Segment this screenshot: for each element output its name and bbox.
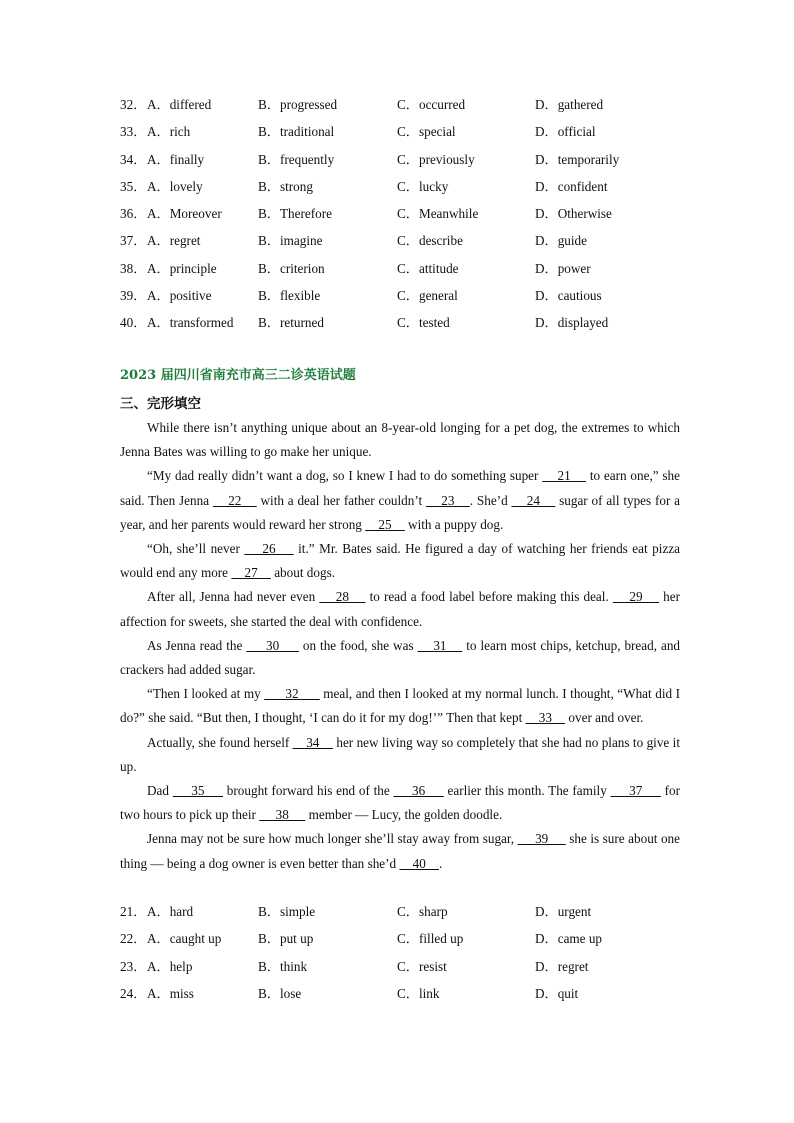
option-row-37 [120, 227, 720, 254]
blank-34: 34 [292, 734, 333, 750]
choice-b: B．traditional [258, 124, 335, 140]
choice-c: C．link [397, 985, 440, 1001]
choice-d: D．temporarily [535, 151, 620, 167]
choice-a: A．help [147, 958, 193, 974]
choice-d: D．quit [535, 985, 579, 1001]
choice-a: A．caught up [147, 931, 222, 947]
choice-b: B．Therefore [258, 206, 332, 222]
text: meal, and then I looked at my normal lunch. I thought, “What did I do?” she said. “But then, I thought, ‘I can do it for my dog!’” Then that kept [120, 686, 680, 726]
choice-c: C．previously [397, 151, 475, 167]
choice-a: A．rich [147, 124, 191, 140]
option-row-40 [120, 309, 720, 336]
question-number: 35． [120, 178, 147, 194]
section-subhead: 三、完形填空 [120, 396, 201, 412]
question-number: 40． [120, 315, 147, 331]
choice-d: D．cautious [535, 288, 602, 304]
blank-28: 28 [319, 589, 366, 605]
text: on the food, she was [298, 637, 418, 653]
blank-37: 37 [610, 783, 661, 799]
option-row-33 [120, 118, 720, 145]
choice-b: B．think [258, 958, 308, 974]
choice-b: B．lose [258, 985, 302, 1001]
choice-d: D．power [535, 260, 591, 276]
choice-d: D．came up [535, 931, 603, 947]
text: for two hours to pick up their [120, 783, 680, 823]
choice-b: B．progressed [258, 97, 338, 112]
choice-a: A．transformed [147, 315, 234, 331]
choice-c: C．attitude [397, 260, 459, 276]
blank-30: 30 [246, 637, 299, 653]
choice-b: B．imagine [258, 233, 323, 249]
question-number: 32． [120, 97, 147, 112]
choice-d: D．Otherwise [535, 206, 612, 222]
text: “Oh, she’ll never [147, 541, 245, 557]
text: with a deal her father couldn’t [256, 492, 427, 508]
option-row-35 [120, 173, 720, 200]
text: earlier this month. The family [443, 783, 611, 799]
text: to learn most chips, ketchup, bread, and crackers had added sugar. [120, 637, 681, 678]
blank-40: 40 [399, 855, 439, 871]
choice-c: C．describe [397, 233, 463, 249]
choice-c: C．general [397, 288, 458, 304]
blank-38: 38 [259, 807, 306, 823]
paragraph-9 [120, 827, 680, 875]
choice-b: B．simple [258, 904, 316, 919]
section-title: 2023 届四川省南充市高三二诊英语试题 [120, 368, 356, 383]
text: Actually, she found herself [147, 734, 293, 750]
paragraph-2 [120, 464, 680, 537]
question-number: 23． [120, 958, 147, 974]
blank-39: 39 [517, 831, 566, 847]
choice-a: A．hard [147, 904, 194, 919]
choice-a: A．differed [147, 97, 212, 112]
text: After all, Jenna had never even [147, 589, 320, 605]
text: member — Lucy, the golden doodle. [305, 807, 503, 823]
text: . [439, 855, 443, 871]
paragraph-6 [120, 682, 680, 730]
paragraph-8 [120, 779, 680, 827]
blank-26: 26 [244, 541, 294, 557]
blank-22: 22 [212, 492, 257, 508]
text: about dogs. [270, 565, 336, 581]
choice-d: D．official [535, 124, 596, 140]
text: sugar of all types for a year, and her parents would reward her strong [120, 492, 681, 532]
text: to read a food label before making this deal. [365, 589, 613, 605]
text: it.” Mr. Bates said. He figured a day of watching her friends eat pizza would end any more [120, 541, 681, 581]
text: to earn one,” she said. Then Jenna [120, 468, 680, 508]
question-number: 36． [120, 206, 147, 222]
choice-d: D．guide [535, 233, 588, 249]
text: brought forward his end of the [223, 783, 394, 799]
choice-c: C．special [397, 124, 456, 140]
choice-c: C．resist [397, 958, 447, 974]
question-number: 24． [120, 985, 147, 1001]
options-list-top [120, 91, 720, 337]
question-number: 34． [120, 151, 147, 167]
choice-d: D．gathered [535, 97, 604, 112]
question-number: 37． [120, 233, 147, 249]
paragraph-4 [120, 585, 680, 633]
choice-b: B．put up [258, 931, 314, 947]
blank-35: 35 [172, 783, 224, 799]
paragraph-1: While there isn’t anything unique about an 8-year-old longing for a pet dog, the extremes to which Jenna Bates was willing to go make her unique. [120, 420, 680, 460]
option-row-23 [120, 953, 720, 980]
text: her affection for sweets, she started the deal with confidence. [120, 589, 681, 629]
paragraph-7 [120, 731, 680, 779]
question-number: 33． [120, 124, 147, 140]
option-row-36 [120, 200, 720, 227]
choice-d: D．confident [535, 178, 608, 194]
choice-c: C．occurred [397, 97, 466, 112]
blank-36: 36 [393, 783, 444, 799]
choice-b: B．criterion [258, 260, 325, 276]
text: “Then I looked at my [147, 686, 265, 702]
choice-a: A．principle [147, 260, 217, 276]
choice-a: A．Moreover [147, 206, 222, 222]
choice-d: D．urgent [535, 904, 592, 919]
text: Dad [147, 783, 173, 799]
text: . She’d [469, 492, 512, 508]
option-row-34 [120, 146, 720, 173]
choice-c: C．tested [397, 315, 450, 331]
blank-33: 33 [525, 710, 566, 726]
option-row-39 [120, 282, 720, 309]
choice-a: A．regret [147, 233, 201, 249]
blank-21: 21 [542, 468, 586, 484]
question-number: 39． [120, 288, 147, 304]
choice-c: C．filled up [397, 931, 464, 947]
choice-d: D．displayed [535, 315, 609, 331]
choice-c: C．sharp [397, 904, 448, 919]
text: As Jenna read the [147, 637, 247, 653]
text: Jenna may not be sure how much longer she’ll stay away from sugar, [147, 831, 518, 847]
text: she is sure about one thing — being a dog owner is even better than she’d [120, 831, 680, 871]
option-row-38 [120, 255, 720, 282]
question-number: 21． [120, 904, 147, 919]
cloze-passage [120, 416, 680, 876]
question-number: 38． [120, 260, 147, 276]
blank-27: 27 [231, 565, 271, 581]
option-row-21 [120, 898, 720, 925]
option-row-22 [120, 925, 720, 952]
blank-31: 31 [417, 637, 463, 653]
paragraph-5 [120, 634, 680, 682]
choice-d: D．regret [535, 958, 589, 974]
option-row-24 [120, 980, 720, 1007]
options-list-bottom [120, 898, 720, 1007]
text: “My dad really didn’t want a dog, so I knew I had to do something super [147, 468, 543, 484]
text: over and over. [565, 710, 644, 726]
choice-b: B．returned [258, 315, 324, 331]
choice-a: A．lovely [147, 178, 203, 194]
blank-32: 32 [264, 686, 320, 702]
question-number: 22． [120, 931, 147, 947]
choice-c: C．lucky [397, 178, 449, 194]
paragraph-3 [120, 537, 680, 585]
choice-a: A．finally [147, 151, 205, 167]
choice-a: A．miss [147, 985, 194, 1001]
text: her new living way so completely that she had no plans to give it up. [120, 734, 680, 774]
choice-b: B．flexible [258, 288, 321, 304]
choice-c: C．Meanwhile [397, 206, 479, 222]
blank-29: 29 [612, 589, 660, 605]
blank-25: 25 [365, 516, 405, 532]
choice-b: B．strong [258, 178, 313, 194]
blank-24: 24 [511, 492, 556, 508]
blank-23: 23 [426, 492, 470, 508]
text: with a puppy dog. [404, 516, 504, 532]
choice-b: B．frequently [258, 151, 335, 167]
choice-a: A．positive [147, 288, 212, 304]
option-row-32 [120, 91, 720, 118]
